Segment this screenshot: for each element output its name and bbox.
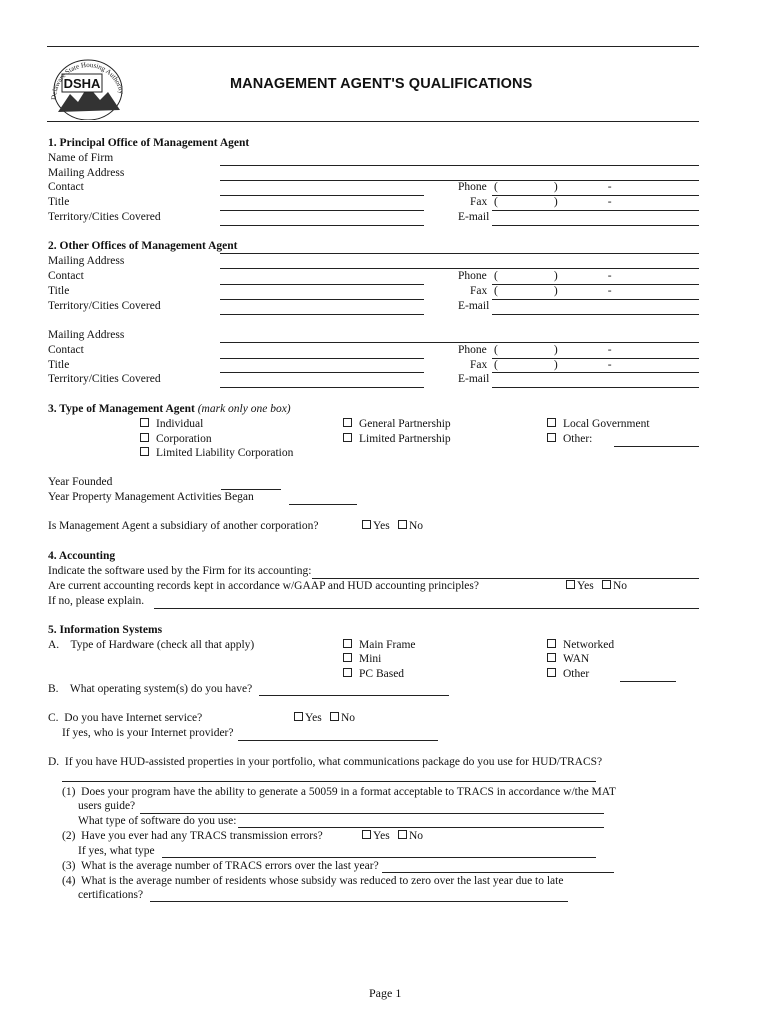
internet-question: C. Do you have Internet service? xyxy=(48,712,203,724)
s2-title-label: Title xyxy=(48,285,70,297)
checkbox-icon[interactable] xyxy=(547,433,556,442)
s1-title-field[interactable] xyxy=(220,210,424,211)
s1-fax-field[interactable]: ( ) - xyxy=(494,196,612,208)
logo-arc-text: Delaware State Housing Authority xyxy=(49,60,126,101)
internet-no-label: No xyxy=(341,712,356,724)
internet-yes-label: Yes xyxy=(305,712,322,724)
provider-question: If yes, who is your Internet provider? xyxy=(62,727,234,739)
checkbox-icon[interactable] xyxy=(547,668,556,677)
s2b-mailing-address-field[interactable] xyxy=(220,342,699,343)
top-rule xyxy=(47,46,699,47)
s2b-title-field[interactable] xyxy=(220,372,424,373)
s1-phone-field[interactable]: ( ) - xyxy=(494,181,612,193)
s2-title-field[interactable] xyxy=(220,299,424,300)
s2b-title-label: Title xyxy=(48,359,70,371)
logo-text: DSHA xyxy=(63,76,101,91)
q1-users-guide-field[interactable] xyxy=(140,813,604,814)
checkbox-icon[interactable] xyxy=(330,712,339,721)
s1-name-of-firm-field[interactable] xyxy=(220,165,699,166)
s2b-phone-field[interactable]: ( ) - xyxy=(494,344,612,356)
option-corporation-label: Corporation xyxy=(156,433,212,445)
s2b-fax-field[interactable]: ( ) - xyxy=(494,359,612,371)
checkbox-icon[interactable] xyxy=(547,418,556,427)
year-founded-label: Year Founded xyxy=(48,476,113,488)
option-limited-partnership-label: Limited Partnership xyxy=(359,433,451,445)
hw-wan-label: WAN xyxy=(563,653,590,665)
year-pm-began-field[interactable] xyxy=(289,504,357,505)
hardware-label: A. Type of Hardware (check all that apply) xyxy=(48,639,255,651)
s1-fax-label: Fax xyxy=(470,196,488,208)
year-pm-began-label: Year Property Management Activities Began xyxy=(48,491,254,503)
option-llc-label: Limited Liability Corporation xyxy=(156,447,294,459)
q2-yes[interactable] xyxy=(362,830,390,842)
s2-fax-underline xyxy=(492,299,699,300)
os-question: B. What operating system(s) do you have? xyxy=(48,683,253,695)
q3-question: (3) What is the average number of TRACS errors over the last year? xyxy=(62,860,379,872)
section5-heading: 5. Information Systems xyxy=(48,624,163,636)
checkbox-icon[interactable] xyxy=(343,639,352,648)
s1-email-label: E-mail xyxy=(458,211,490,223)
hw-mini[interactable] xyxy=(343,653,381,665)
subsidiary-no-label: No xyxy=(409,520,424,532)
s1-phone-label: Phone xyxy=(458,181,487,193)
explain-label: If no, please explain. xyxy=(48,595,145,607)
gaap-no-label: No xyxy=(613,580,628,592)
checkbox-icon[interactable] xyxy=(343,418,352,427)
option-individual-label: Individual xyxy=(156,418,204,430)
s2-fax-field[interactable]: ( ) - xyxy=(494,285,612,297)
s2-email-field[interactable] xyxy=(492,314,699,315)
checkbox-icon[interactable] xyxy=(343,668,352,677)
s1-territory-label: Territory/Cities Covered xyxy=(48,211,161,223)
s2-email-label: E-mail xyxy=(458,300,490,312)
gaap-yes[interactable] xyxy=(566,580,594,592)
s2-contact-field[interactable] xyxy=(220,284,424,285)
s1-contact-field[interactable] xyxy=(220,195,424,196)
s1-title-label: Title xyxy=(48,196,70,208)
header-rule xyxy=(47,121,699,122)
s2-heading-underline xyxy=(220,253,699,254)
s1-name-of-firm-label: Name of Firm xyxy=(48,152,114,164)
checkbox-icon[interactable] xyxy=(398,830,407,839)
checkbox-icon[interactable] xyxy=(140,447,149,456)
checkbox-icon[interactable] xyxy=(547,639,556,648)
internet-yes[interactable] xyxy=(294,712,322,724)
hw-other[interactable] xyxy=(547,668,589,680)
hw-mini-label: Mini xyxy=(359,653,382,665)
s2b-email-field[interactable] xyxy=(492,387,699,388)
checkbox-icon[interactable] xyxy=(294,712,303,721)
option-individual[interactable] xyxy=(140,418,203,430)
s1-fax-underline xyxy=(492,210,699,211)
s2b-contact-field[interactable] xyxy=(220,358,424,359)
internet-no[interactable] xyxy=(330,712,355,724)
explain-field[interactable] xyxy=(154,608,699,609)
option-other-label: Other: xyxy=(563,433,593,445)
q2-type-field[interactable] xyxy=(162,857,596,858)
s2b-contact-label: Contact xyxy=(48,344,84,356)
section1-heading: 1. Principal Office of Management Agent xyxy=(48,137,250,149)
s2b-email-label: E-mail xyxy=(458,373,490,385)
hw-main-frame-label: Main Frame xyxy=(359,639,416,651)
checkbox-icon[interactable] xyxy=(343,653,352,662)
q1-line3: What type of software do you use: xyxy=(78,815,237,827)
s2b-territory-label: Territory/Cities Covered xyxy=(48,373,161,385)
option-llc[interactable] xyxy=(140,447,293,459)
q2-yes-label: Yes xyxy=(373,830,390,842)
q2-type-label: If yes, what type xyxy=(78,845,155,857)
option-local-government-label: Local Government xyxy=(563,418,650,430)
s2b-fax-label: Fax xyxy=(470,359,488,371)
option-corporation[interactable] xyxy=(140,433,212,445)
accounting-software-field[interactable] xyxy=(312,578,699,579)
q2-question: (2) Have you ever had any TRACS transmission errors? xyxy=(62,830,323,842)
checkbox-icon[interactable] xyxy=(602,580,611,589)
s2b-mailing-address-label: Mailing Address xyxy=(48,329,125,341)
q3-field[interactable] xyxy=(382,872,614,873)
s2b-phone-label: Phone xyxy=(458,344,487,356)
s1-contact-label: Contact xyxy=(48,181,84,193)
q1-line2: users guide? xyxy=(78,800,136,812)
q1-line1: (1) Does your program have the ability to generate a 50059 in a format acceptable to TRACS in accordance w/the MAT xyxy=(62,786,616,798)
s2-phone-field[interactable]: ( ) - xyxy=(494,270,612,282)
hw-other-label: Other xyxy=(563,668,590,680)
s2b-fax-underline xyxy=(492,372,699,373)
s2-mailing-address-label: Mailing Address xyxy=(48,255,125,267)
year-founded-field[interactable] xyxy=(221,489,281,490)
hw-networked[interactable] xyxy=(547,639,614,651)
q4-field[interactable] xyxy=(150,901,568,902)
checkbox-icon[interactable] xyxy=(398,520,407,529)
option-other[interactable] xyxy=(547,433,592,445)
hw-pc-based-label: PC Based xyxy=(359,668,405,680)
accounting-software-question: Indicate the software used by the Firm for its accounting: xyxy=(48,565,312,577)
q1-software-field[interactable] xyxy=(238,827,604,828)
tracs-question: D. If you have HUD-assisted properties in your portfolio, what communications package do you use for HUD/TRACS? xyxy=(48,756,603,768)
checkbox-icon[interactable] xyxy=(140,433,149,442)
s2-territory-field[interactable] xyxy=(220,314,424,315)
gaap-yes-label: Yes xyxy=(577,580,594,592)
option-general-partnership[interactable] xyxy=(343,418,451,430)
hw-networked-label: Networked xyxy=(563,639,615,651)
checkbox-icon[interactable] xyxy=(566,580,575,589)
s1-email-field[interactable] xyxy=(492,225,699,226)
tracs-field[interactable] xyxy=(62,781,596,782)
option-other-field[interactable] xyxy=(614,446,699,447)
s2-fax-label: Fax xyxy=(470,285,488,297)
s1-mailing-address-label: Mailing Address xyxy=(48,167,125,179)
q4-line1: (4) What is the average number of residents whose subsidy was reduced to zero over the last year due to late xyxy=(62,875,564,887)
section3-heading-row xyxy=(48,403,291,415)
checkbox-icon[interactable] xyxy=(362,520,371,529)
gaap-no[interactable] xyxy=(602,580,627,592)
q2-no-label: No xyxy=(409,830,424,842)
gaap-question: Are current accounting records kept in accordance w/GAAP and HUD accounting principles? xyxy=(48,580,479,592)
page-title: MANAGEMENT AGENT'S QUALIFICATIONS xyxy=(230,76,533,92)
hw-wan[interactable] xyxy=(547,653,589,665)
q2-no[interactable] xyxy=(398,830,423,842)
section4-heading: 4. Accounting xyxy=(48,550,116,562)
s2b-territory-field[interactable] xyxy=(220,387,424,388)
s1-territory-field[interactable] xyxy=(220,225,424,226)
subsidiary-question: Is Management Agent a subsidiary of another corporation? xyxy=(48,520,319,532)
s2-territory-label: Territory/Cities Covered xyxy=(48,300,161,312)
provider-field[interactable] xyxy=(238,740,438,741)
s2-mailing-address-field[interactable] xyxy=(220,268,699,269)
subsidiary-no[interactable] xyxy=(398,520,423,532)
q4-line2: certifications? xyxy=(78,889,144,901)
dsha-logo xyxy=(48,50,128,120)
section2-heading: 2. Other Offices of Management Agent xyxy=(48,240,238,252)
section3-heading: 3. Type of Management Agent xyxy=(48,403,195,415)
section3-note: (mark only one box) xyxy=(197,403,291,415)
page-number: Page 1 xyxy=(369,986,402,1000)
option-limited-partnership[interactable] xyxy=(343,433,451,445)
checkbox-icon[interactable] xyxy=(362,830,371,839)
s2-contact-label: Contact xyxy=(48,270,84,282)
checkbox-icon[interactable] xyxy=(547,653,556,662)
os-field[interactable] xyxy=(259,695,449,696)
subsidiary-yes[interactable] xyxy=(362,520,390,532)
hw-other-field[interactable] xyxy=(620,681,676,682)
option-general-partnership-label: General Partnership xyxy=(359,418,451,430)
checkbox-icon[interactable] xyxy=(140,418,149,427)
hw-main-frame[interactable] xyxy=(343,639,416,651)
hw-pc-based[interactable] xyxy=(343,668,404,680)
s2-phone-label: Phone xyxy=(458,270,487,282)
subsidiary-yes-label: Yes xyxy=(373,520,390,532)
option-local-government[interactable] xyxy=(547,418,650,430)
checkbox-icon[interactable] xyxy=(343,433,352,442)
